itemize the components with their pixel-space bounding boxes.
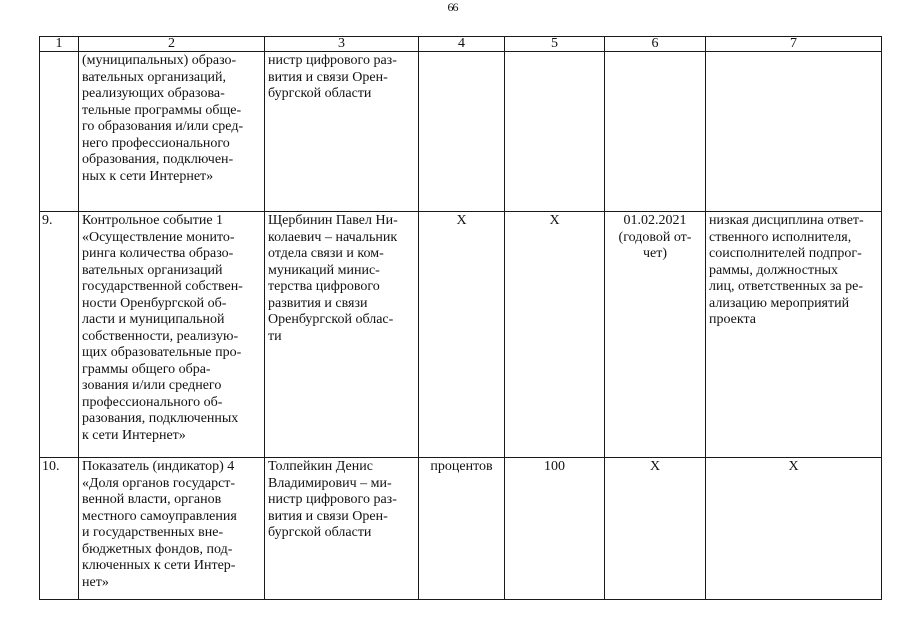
unit-cell: процентов [419,458,505,600]
header-cell-2: 2 [79,37,265,52]
risks-cell: низкая дисциплина ответ- ственного исполнителя, соисполнителей подпрог- раммы, должностных лиц, ответственных за ре- ализацию мероприятий проекта [706,212,882,458]
value-cell [505,52,605,212]
table-row [40,52,882,212]
date-cell: 01.02.2021 (годовой от- чет) [605,212,706,458]
header-cell-1: 1 [40,37,79,52]
unit-cell: X [419,212,505,458]
date-cell: X [605,458,706,600]
name-cell: Контрольное событие 1 «Осуществление монито- ринга количества образо- вательных организаций государственной собствен- ности Оренбургской об- ласти и муниципальной собственности, реализую- щих образовательные про- граммы общего обра- зования и/или среднего профессионального об- разования, подключенных к сети Интернет» [79,212,265,458]
unit-cell [419,52,505,212]
table-row [40,212,882,458]
responsible-cell: Толпейкин Денис Владимирович – ми- нистр цифрового раз- вития и связи Орен- бургской области [265,458,419,600]
responsible-cell: Щербинин Павел Ни- колаевич – начальник отдела связи и ком- муникаций минис- терства цифрового развития и связи Оренбургской облас- ти [265,212,419,458]
table-header-row [40,37,882,52]
responsible-cell: нистр цифрового раз- вития и связи Орен- бургской области [265,52,419,212]
date-cell [605,52,706,212]
value-cell: 100 [505,458,605,600]
value-cell: X [505,212,605,458]
header-cell-6: 6 [605,37,706,52]
name-cell: (муниципальных) образо- вательных организаций, реализующих образова- тельные программы обще- го образования и/или сред- него профессионального образования, подключен- ных к сети Интернет» [79,52,265,212]
row-number-cell: 10. [40,458,79,600]
header-cell-3: 3 [265,37,419,52]
header-cell-7: 7 [706,37,882,52]
table-row [40,458,882,600]
row-number-cell: 9. [40,212,79,458]
header-cell-5: 5 [505,37,605,52]
risks-cell: X [706,458,882,600]
header-cell-4: 4 [419,37,505,52]
risks-cell [706,52,882,212]
name-cell: Показатель (индикатор) 4 «Доля органов государст- венной власти, органов местного самоуправления и государственных вне- бюджетных фондов, под- ключенных к сети Интер- нет» [79,458,265,600]
page-number: 66 [447,0,458,14]
row-number-cell [40,52,79,212]
document-table [39,36,882,600]
